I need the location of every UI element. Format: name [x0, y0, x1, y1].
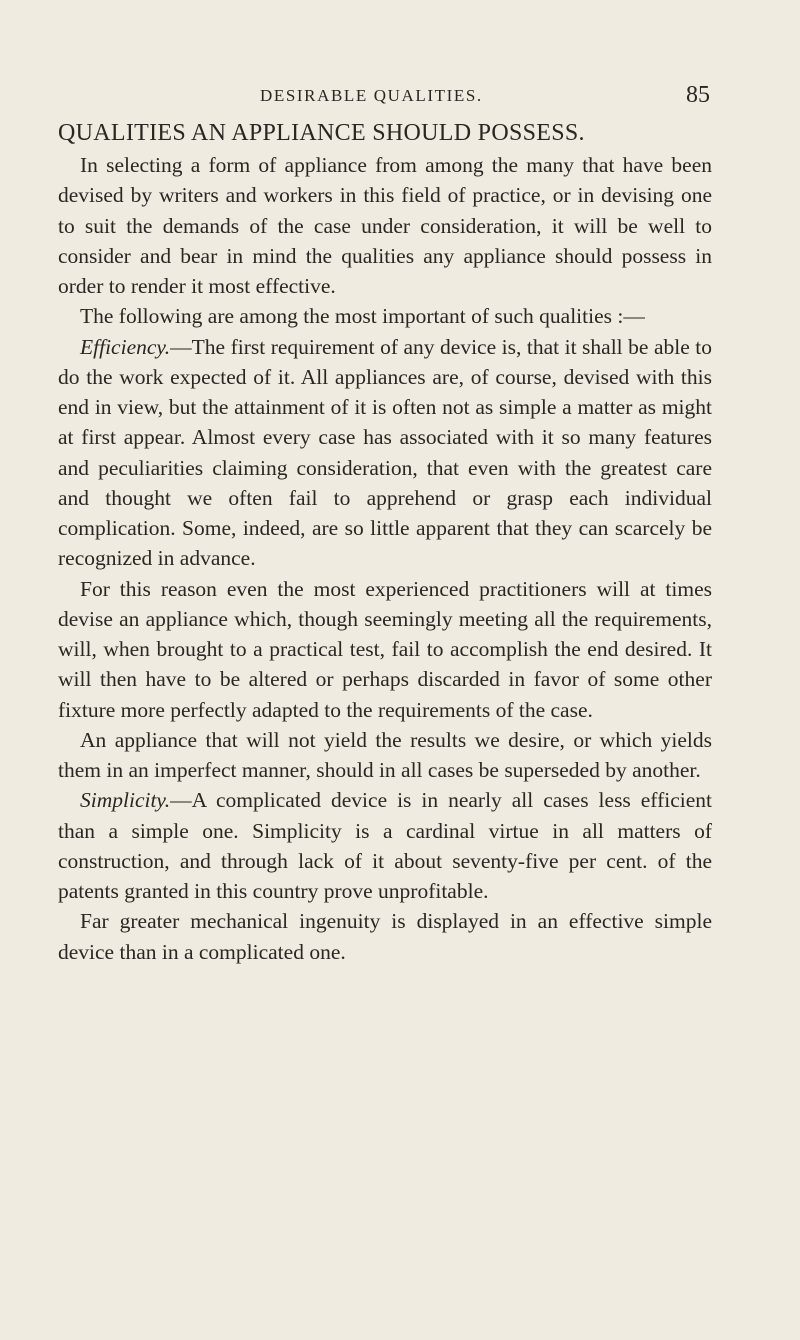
- section-title: QUALITIES AN APPLIANCE SHOULD POSSESS.: [58, 120, 585, 146]
- paragraph-ingenuity: [58, 906, 712, 967]
- paragraph-intro: [58, 150, 712, 301]
- simplicity-heading: Simplicity.: [80, 788, 171, 813]
- paragraph-qualities-lead: [58, 301, 712, 331]
- paragraph-text: —A complicated device is in nearly all cases less efficient than a simple one. Simplicity is a cardinal virtue in all matters of construction, and through lack of it about seventy-five per cent. of the patents granted in this country prove unprofitable.: [58, 788, 712, 903]
- body-text: [58, 150, 712, 967]
- paragraph-efficiency: [58, 332, 712, 574]
- running-head: [60, 82, 710, 110]
- paragraph-simplicity: [58, 785, 712, 906]
- page-number: 85: [686, 82, 710, 108]
- running-head-title: DESIRABLE QUALITIES.: [260, 86, 483, 105]
- paragraph-text: In selecting a form of appliance from among the many that have been devised by writers and workers in this field of practice, or in devising one to suit the demands of the case under consideration, it will be well to consider and bear in mind the qualities any appliance should possess in order to render it most effective.: [58, 153, 712, 298]
- paragraph-text: An appliance that will not yield the results we desire, or which yields them in an imperfect manner, should in all cases be superseded by another.: [58, 727, 712, 782]
- paragraph-text: For this reason even the most experienced practitioners will at times devise an appliance which, though seemingly meeting all the requirements, will, when brought to a practical test, fail to accomplish the end desired. It will then have to be altered or perhaps discarded in favor of some other fixture more perfectly adapted to the requirements of the case.: [58, 576, 712, 722]
- paragraph-text: —The first requirement of any device is, that it shall be able to do the work expected of it. All appliances are, of course, devised with this end in view, but the attainment of it is often not as simple a matter as might at first appear. Almost every case has associated with it so many features and peculiarities claiming consideration, that even with the greatest care and thought we often fail to apprehend or grasp each individual complication. Some, indeed, are so little apparent that they can scarcely be recognized in advance.: [58, 334, 712, 571]
- efficiency-heading: Efficiency.: [80, 334, 171, 359]
- paragraph-superseded: [58, 725, 712, 786]
- paragraph-text: The following are among the most important of such qualities :—: [80, 304, 645, 329]
- paragraph-practitioners: [58, 574, 712, 725]
- paragraph-text: Far greater mechanical ingenuity is displayed in an effective simple device than in a complicated one.: [58, 909, 712, 964]
